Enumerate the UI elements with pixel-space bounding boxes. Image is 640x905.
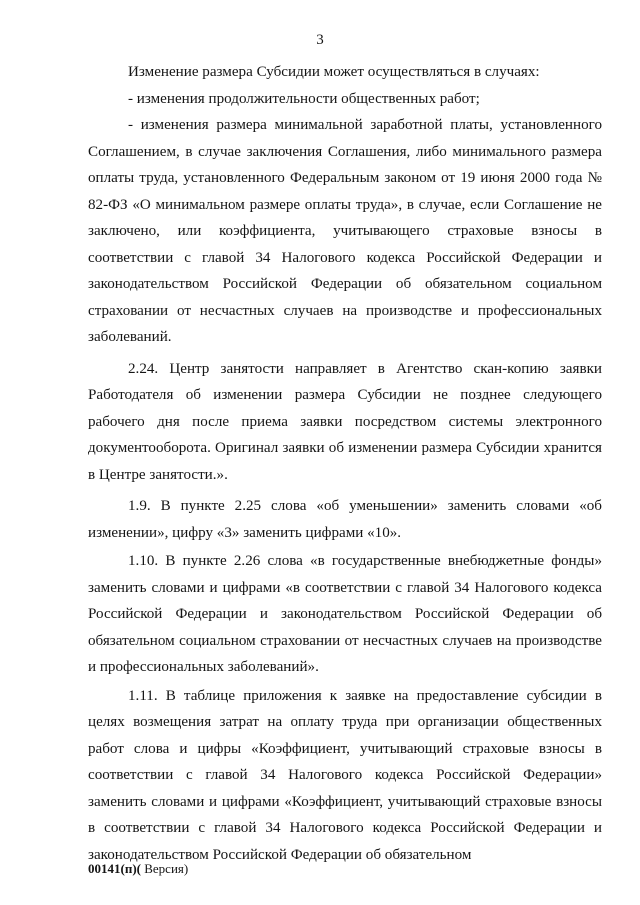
document-footer <box>88 861 188 877</box>
document-code: 00141(п)( <box>88 861 141 876</box>
paragraph-list-item-duration: - изменения продолжительности общественных работ; <box>128 90 480 107</box>
paragraph-1-11: 1.11. В таблице приложения к заявке на предоставление субсидии в целях возмещения затрат на оплату труда при организации общественных работ слова и цифры «Коэффициент, учитывающий страховые взносы в соответствии с главой 34 Налогового кодекса Российской Федерации» заменить словами и цифрами «Коэффициент, учитывающий страховые взносы в соответствии с главой 34 Налогового кодекса Российской Федерации и законодательством Российской Федерации об обязательном <box>88 687 602 863</box>
version-label: Версия) <box>140 861 189 876</box>
paragraph-1-9: 1.9. В пункте 2.25 слова «об уменьшении» заменить словами «об изменении», цифру «3» заменить цифрами «10». <box>88 498 602 541</box>
document-body <box>88 59 602 868</box>
paragraph-2-24: 2.24. Центр занятости направляет в Агентство скан-копию заявки Работодателя об изменении размера Субсидии не позднее следующего рабочего дня после приема заявки посредством системы электронного документооборота. Оригинал заявки об изменении размера Субсидии хранится в Центре занятости.». <box>88 360 602 483</box>
paragraph-subsidy-change-intro: Изменение размера Субсидии может осуществляться в случаях: <box>128 64 540 80</box>
paragraph-1-10: 1.10. В пункте 2.26 слова «в государственные внебюджетные фонды» заменить словами и цифрами «в соответствии с главой 34 Налогового кодекса Российской Федерации и законодательством Российской Федерации об обязательном социальном страховании от несчастных случаев на производстве и профессиональных заболеваний». <box>88 553 602 675</box>
paragraph-list-item-min-wage: - изменения размера минимальной заработной платы, установленного Соглашением, в случае заключения Соглашения, либо минимального размера оплаты труда, установленного Федеральным законом от 19 июня 2000 года № 82-ФЗ «О минимальном размере оплаты труда», в случае, если Соглашение не заключено, или коэффициента, учитывающего страховые взносы в соответствии с главой 34 Налогового кодекса Российской Федерации и законодательством Российской Федерации об обязательном социальном страховании от несчастных случаев на производстве и профессиональных заболеваний. <box>88 117 602 345</box>
page-number: 3 <box>316 32 324 48</box>
